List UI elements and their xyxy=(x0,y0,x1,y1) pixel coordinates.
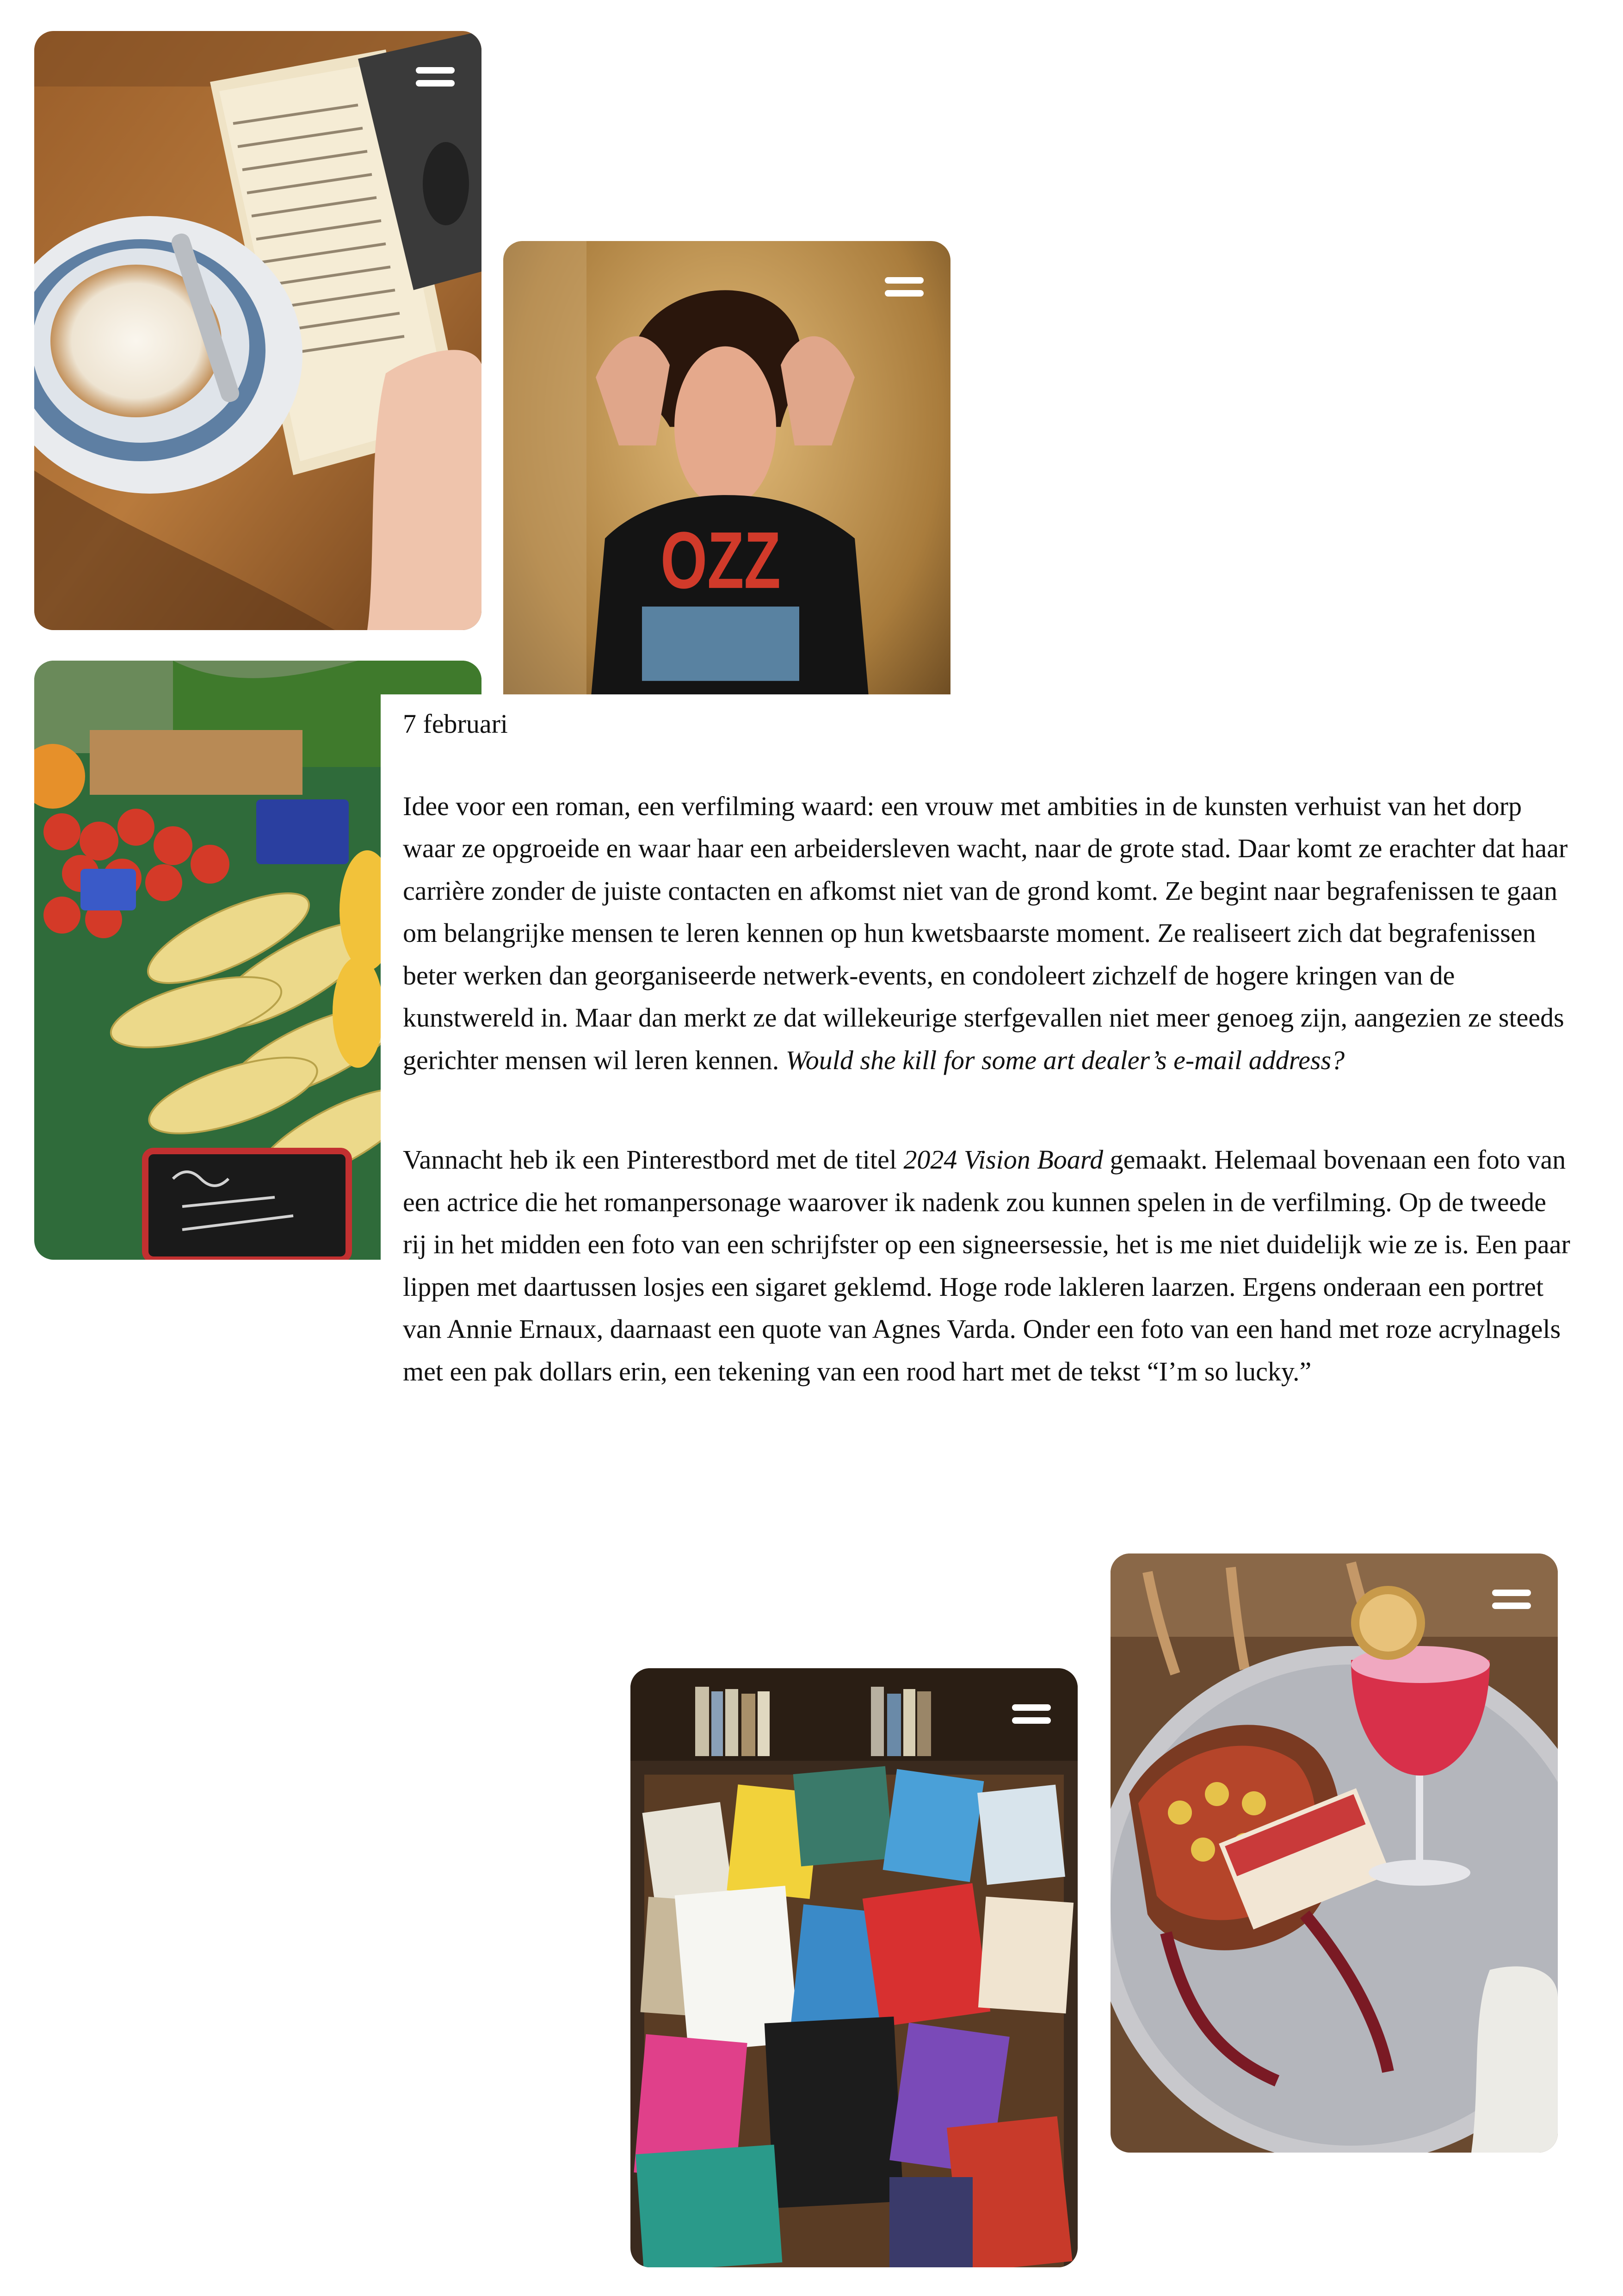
books-photo-illustration xyxy=(630,1668,1078,2267)
paragraph-novel-idea-text: Idee voor een roman, een verfilming waard: een vrouw met ambities in de kunsten verhuist van het dorp waar ze opgroeide en waar haar een arbeidersleven wacht, naar de grote stad. Daar komt ze erachter dat haar carrière zonder de juiste contacten en afkomst niet van de grond komt. Ze begint naar begrafenissen te gaan om belangrijke mensen te leren kennen op hun kwetsbaarste moment. Ze realiseert zich dat begrafenissen beter werken dan georganiseerde netwerk-events, en condoleert zichzelf de hogere kringen van de kunstwereld in. Maar dan merkt ze dat willekeurige sterfgevallen niet meer genoeg zijn, aangezien ze steeds gerichter mensen wil leren kennen. xyxy=(403,791,1568,1075)
photo-coffee-and-book[interactable] xyxy=(34,31,481,630)
paragraph-vision-board xyxy=(403,1139,1573,1392)
menu-icon[interactable] xyxy=(1012,1704,1051,1725)
post-date: 7 februari xyxy=(403,709,508,739)
paragraph-novel-idea-italic: Would she kill for some art dealer’s e-mail address? xyxy=(785,1045,1345,1075)
paragraph-novel-idea xyxy=(403,785,1573,1082)
menu-icon[interactable] xyxy=(416,67,455,87)
article-body xyxy=(381,694,1573,1411)
shirt-print: OZZ xyxy=(660,515,781,606)
vision-board-title: 2024 Vision Board xyxy=(903,1145,1104,1175)
chalkboard-sign xyxy=(145,1151,349,1260)
menu-icon[interactable] xyxy=(1492,1590,1531,1610)
photo-book-market[interactable] xyxy=(630,1668,1078,2267)
menu-icon[interactable] xyxy=(885,277,924,297)
cocktail-photo-illustration xyxy=(1111,1553,1558,2153)
paragraph-vision-board-intro: Vannacht heb ik een Pinterestbord met de titel xyxy=(403,1145,904,1175)
paragraph-vision-board-text: gemaakt. Helemaal bovenaan een foto van een actrice die het romanpersonage waarover ik nadenk zou kunnen spelen in de verfilming. Op de tweede rij in het midden een foto van een schrijfster op een signeersessie, het is me niet duidelijk wie ze is. Een paar lippen met daartussen losjes een sigaret geklemd. Hoge rode lakleren laarzen. Ergens onderaan een portret van Annie Ernaux, daarnaast een quote van Agnes Varda. Onder een foto van een hand met roze acrylnagels met een pak dollars erin, een tekening van een rood hart met de tekst “I’m so lucky.” xyxy=(403,1145,1570,1386)
photo-cocktail[interactable] xyxy=(1111,1553,1558,2153)
coffee-photo-illustration xyxy=(34,31,481,630)
